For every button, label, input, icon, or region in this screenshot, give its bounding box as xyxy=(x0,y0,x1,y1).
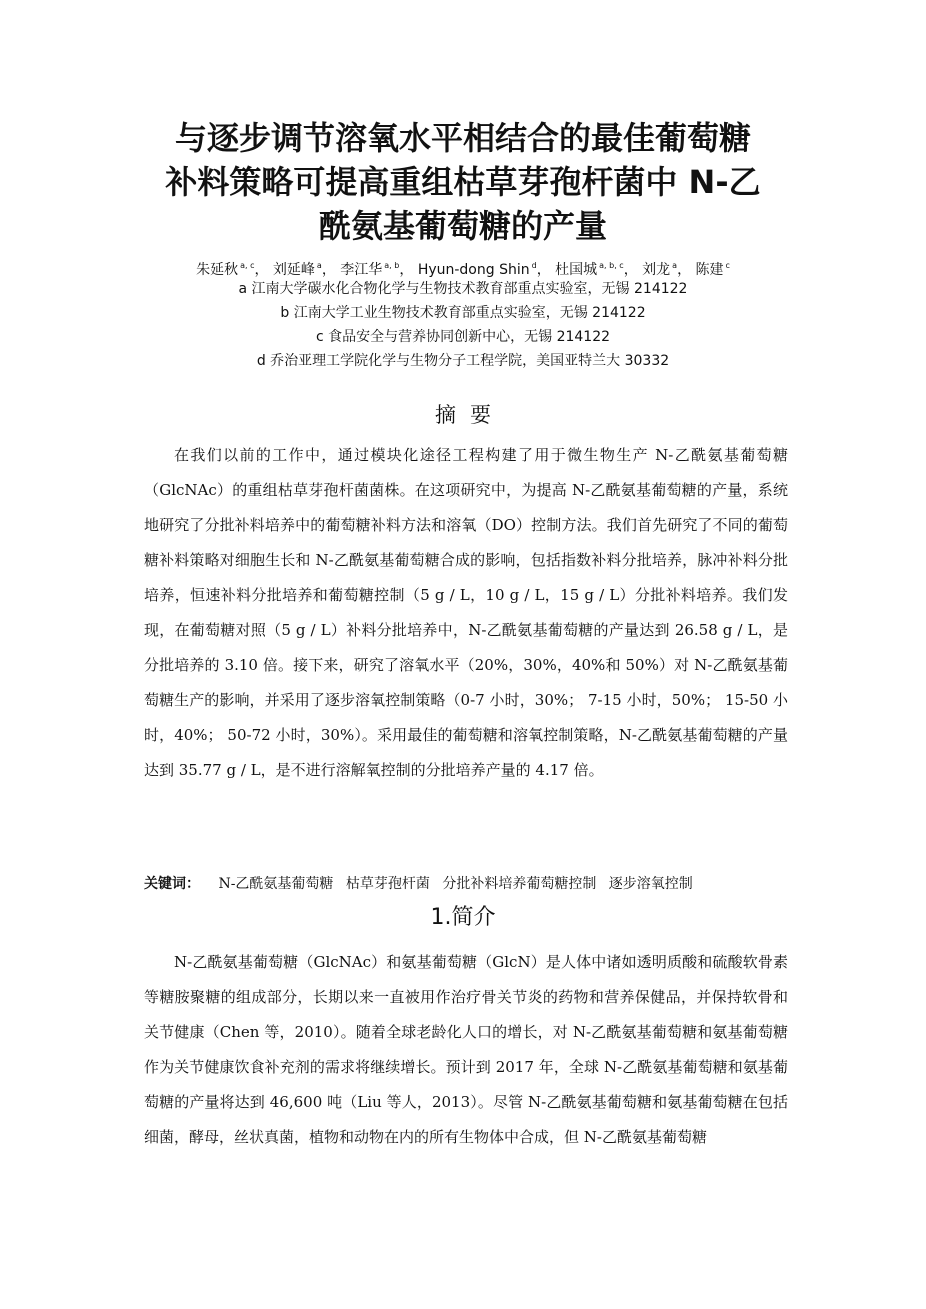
title-line: 酰氨基葡萄糖的产量 xyxy=(318,207,607,245)
intro-heading: 1.简介 xyxy=(430,905,496,930)
author: 李江华 $^{a, b}$， xyxy=(340,261,414,278)
author: Hyun-dong Shin $^d$， xyxy=(417,261,551,278)
affiliation: c 食品安全与营养协同创新中心，无锡 214122 xyxy=(315,329,611,345)
paper-title xyxy=(110,116,816,248)
intro-text: N-乙酰氨基葡萄糖（GlcNAc）和氨基葡萄糖（GlcN）是人体中诸如透明质酸和硫酸软骨素等糖胺聚糖的组成部分，长期以来一直被用作治疗骨关节炎的药物和营养保健品，并保持软骨和关节健康（Chen 等，2010）。随着全球老龄化人口的增长，对 N-乙酰氨基葡萄糖和氨基葡萄糖作为关节健康饮食补充剂的需求将继续增长。预计到 2017 年，全球 N-乙酰氨基葡萄糖和氨基葡萄糖的产量将达到 46,600 吨（Liu 等人，2013）。尽管 N-乙酰氨基葡萄糖和氨基葡萄糖在包括细菌，酵母，丝状真菌，植物和动物在内的所有生物体中合成，但 N-乙酰氨基葡萄糖 xyxy=(144,953,788,1146)
title-line: 与逐步调节溶氧水平相结合的最佳葡萄糖 xyxy=(174,119,751,157)
author: 刘延峰 $^a$， xyxy=(272,261,336,278)
keyword: 逐步溶氧控制 xyxy=(608,876,693,892)
abstract-heading: 摘要 xyxy=(435,403,505,427)
keywords xyxy=(144,872,844,896)
keywords-label: 关键词： xyxy=(144,876,200,892)
keyword: N-乙酰氨基葡萄糖 xyxy=(218,876,334,892)
affiliation: d 乔治亚理工学院化学与生物分子工程学院，美国亚特兰大 30332 xyxy=(256,353,670,369)
title-line: 补料策略可提高重组枯草芽孢杆菌中 N-乙 xyxy=(165,163,761,201)
author: 刘龙 $^a$， xyxy=(642,261,692,278)
keyword: 分批补料培养葡萄糖控制 xyxy=(442,876,597,892)
abstract-text: 在我们以前的工作中，通过模块化途径工程构建了用于微生物生产 N-乙酰氨基葡萄糖（GlcNAc）的重组枯草芽孢杆菌菌株。在这项研究中，为提高 N-乙酰氨基葡萄糖的产量，系统地研究了分批补料培养中的葡萄糖补料方法和溶氧（DO）控制方法。我们首先研究了不同的葡萄糖补料策略对细胞生长和 N-乙酰氨基葡萄糖合成的影响，包括指数补料分批培养，脉冲补料分批培养，恒速补料分批培养和葡萄糖控制（5 g / L，10 g / L，15 g / L）分批补料培养。我们发现，在葡萄糖对照（5 g / L）补料分批培养中，N-乙酰氨基葡萄糖的产量达到 26.58 g / L，是分批培养的 3.10 倍。接下来，研究了溶氧水平（20%，30%，40%和 50%）对 N-乙酰氨基葡萄糖生产的影响，并采用了逐步溶氧控制策略（0-7 小时，30%； 7-15 小时，50%； 15-50 小时，40%； 50-72 小时，30%）。采用最佳的葡萄糖和溶氧控制策略，N-乙酰氨基葡萄糖的产量达到 35.77 g / L，是不进行溶解氧控制的分批培养产量的 4.17 倍。 xyxy=(144,446,788,779)
author: 陈建 $^c$ xyxy=(695,261,730,278)
keyword: 枯草芽孢杆菌 xyxy=(345,876,430,892)
author: 杜国城 $^{a, b, c}$， xyxy=(555,261,638,278)
affiliation: a 江南大学碳水化合物化学与生物技术教育部重点实验室，无锡 214122 xyxy=(238,281,688,297)
author: 朱延秋 $^{a, c}$， xyxy=(196,261,269,278)
affiliation: b 江南大学工业生物技术教育部重点实验室，无锡 214122 xyxy=(280,305,646,321)
